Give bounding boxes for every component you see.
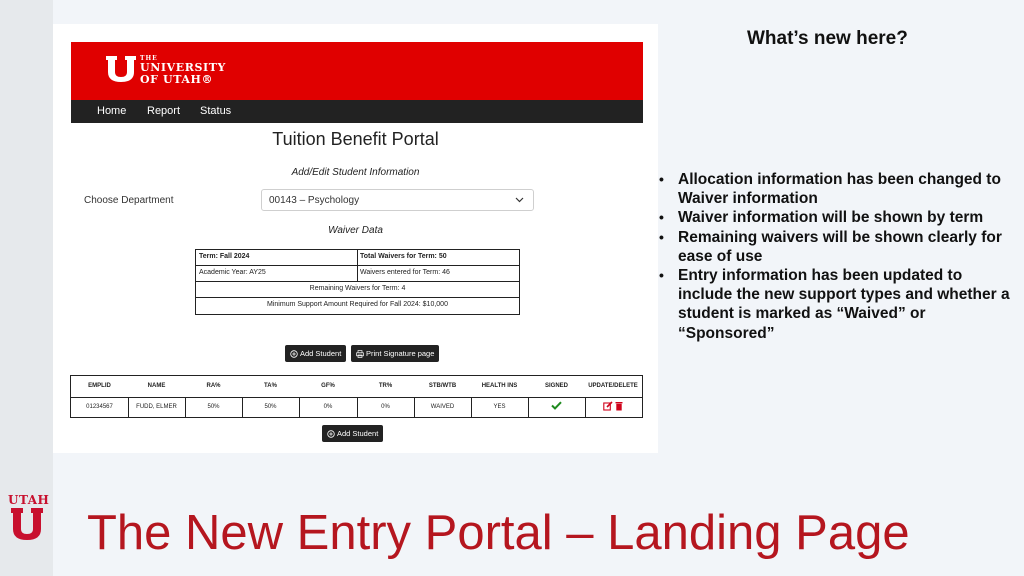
col-ta: TA% [264, 383, 277, 389]
department-label: Choose Department [84, 195, 174, 206]
col-name: NAME [147, 383, 166, 389]
slide-sidebar [0, 0, 53, 576]
whats-new-heading: What’s new here? [747, 28, 908, 49]
cell-health-ins: YES [493, 404, 506, 410]
col-tr: TR% [378, 383, 393, 389]
col-emplid: EMPLID [88, 383, 111, 389]
waivers-entered-cell: Waivers entered for Term: 46 [360, 269, 450, 276]
cell-stb-wtb: WAIVED [430, 404, 455, 410]
total-waivers-cell: Total Waivers for Term: 50 [360, 253, 447, 260]
university-u-icon [105, 55, 137, 83]
waiver-row [196, 250, 519, 266]
entry-table [70, 375, 643, 418]
bullet-item: • Waiver information will be shown by term [658, 208, 1018, 227]
plus-circle-icon [327, 430, 335, 438]
col-stb-wtb: STB/WTB [428, 383, 457, 389]
nav-status[interactable]: Status [200, 105, 232, 117]
nav-home[interactable]: Home [97, 105, 127, 117]
department-value: 00143 – Psychology [269, 195, 360, 206]
waiver-row [196, 266, 519, 282]
waiver-table [195, 249, 520, 315]
col-gf: GF% [321, 383, 335, 389]
cell-ta: 50% [264, 404, 277, 410]
utah-logo-word: UTAH [8, 493, 50, 507]
add-student-bottom-button[interactable]: Add Student [322, 425, 383, 442]
portal-title: Tuition Benefit Portal [272, 129, 439, 149]
waiver-data-title: Waiver Data [328, 225, 383, 236]
cell-signed [528, 397, 585, 417]
col-ra: RA% [206, 383, 221, 389]
cell-ra: 50% [207, 404, 220, 410]
cell-name: FUDD, ELMER [136, 404, 177, 410]
bullet-item: • Entry information has been updated to include the new support types and whether a student is marked as “Waived” or “Sponsored” [658, 266, 1018, 343]
edit-icon[interactable] [603, 401, 613, 411]
printer-icon [356, 350, 364, 358]
portal-navbar [71, 100, 643, 123]
check-icon [551, 401, 562, 410]
entry-table-header [71, 376, 642, 398]
waiver-row [196, 298, 519, 314]
plus-circle-icon [290, 350, 298, 358]
remaining-waivers-cell: Remaining Waivers for Term: 4 [309, 285, 406, 292]
delete-icon[interactable] [615, 401, 623, 411]
utah-side-logo [8, 493, 50, 541]
notes-bullet-list [658, 170, 1018, 343]
table-row [71, 397, 642, 417]
col-signed: SIGNED [544, 383, 568, 389]
cell-gf: 0% [323, 404, 333, 410]
university-wordmark: THE UNIVERSITY OF UTAH® [140, 55, 226, 86]
nav-report[interactable]: Report [147, 105, 181, 117]
term-cell: Term: Fall 2024 [199, 253, 250, 260]
academic-year-cell: Academic Year: AY25 [199, 269, 266, 276]
waiver-row [196, 282, 519, 298]
department-select[interactable] [261, 189, 534, 211]
section-title: Add/Edit Student Information [291, 167, 420, 178]
cell-emplid: 01234567 [86, 404, 113, 410]
col-health-ins: HEALTH INS [481, 383, 518, 389]
cell-tr: 0% [381, 404, 390, 410]
university-banner [71, 42, 643, 100]
col-update-delete: UPDATE/DELETE [588, 383, 638, 389]
print-signature-button[interactable]: Print Signature page [351, 345, 439, 362]
block-u-icon [10, 507, 44, 541]
cell-update-delete [585, 397, 641, 417]
minimum-support-cell: Minimum Support Amount Required for Fall 2024: $10,000 [267, 301, 448, 308]
bullet-item: • Allocation information has been changed to Waiver information [658, 170, 1018, 208]
chevron-down-icon [515, 197, 524, 203]
portal-screenshot [53, 24, 658, 453]
slide-title: The New Entry Portal – Landing Page [87, 506, 910, 560]
add-student-button[interactable]: Add Student [285, 345, 346, 362]
bullet-item: • Remaining waivers will be shown clearly for ease of use [658, 228, 1018, 266]
